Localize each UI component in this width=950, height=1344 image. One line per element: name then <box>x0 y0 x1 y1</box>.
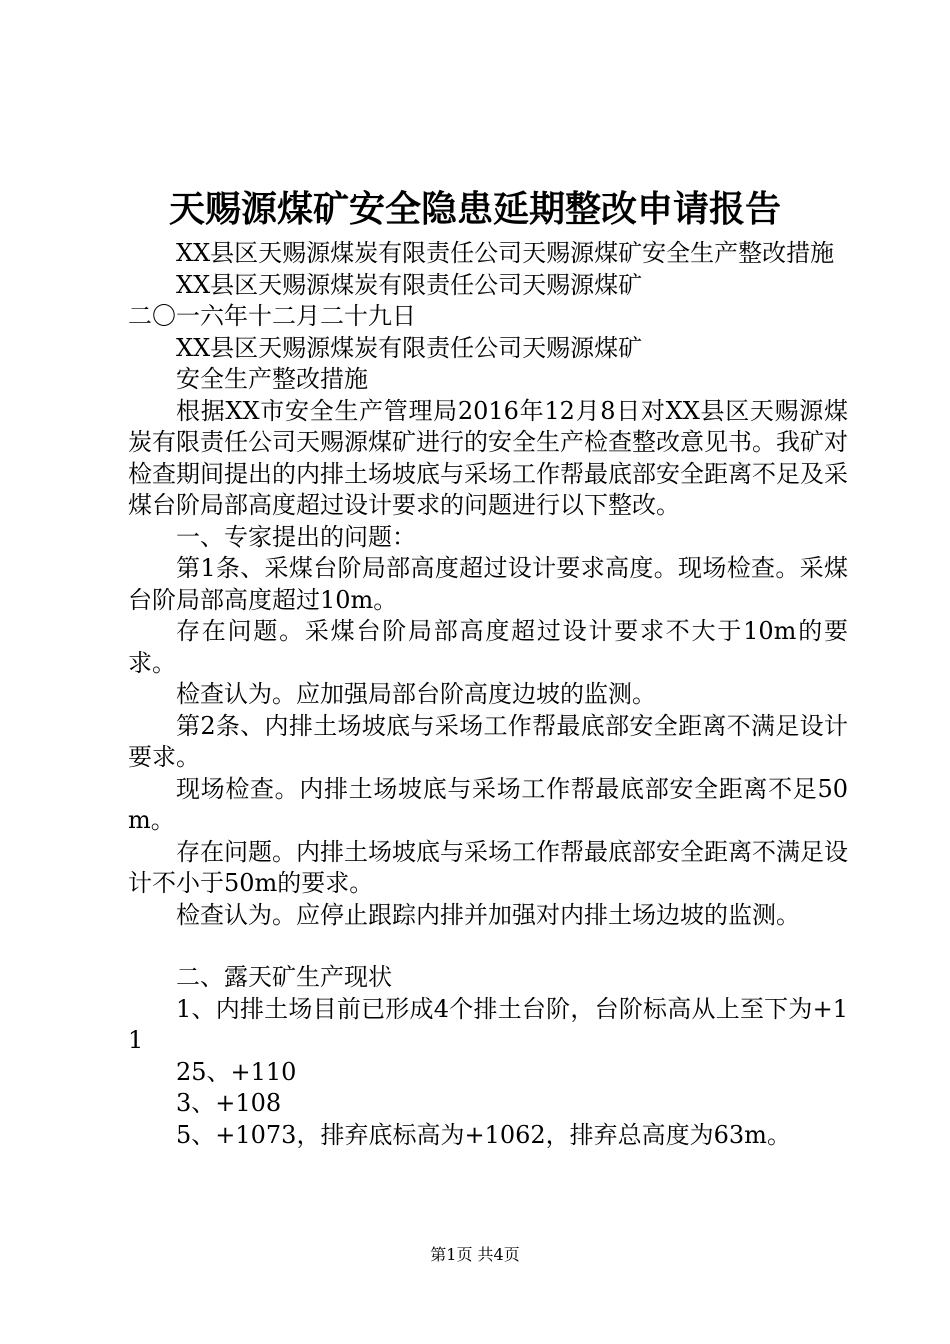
document-title: 天赐源煤矿安全隐患延期整改申请报告 <box>168 188 781 230</box>
paragraph: 第1条、采煤台阶局部高度超过设计要求高度。现场检查。采煤台阶局部高度超过10m。 <box>128 554 848 614</box>
paragraph: 一、专家提出的问题： <box>176 522 416 551</box>
paragraph: 检查认为。应停止跟踪内排并加强对内排土场边坡的监测。 <box>176 900 800 929</box>
paragraph: 安全生产整改措施 <box>176 365 368 393</box>
paragraph: 25、+110 <box>176 1057 297 1086</box>
paragraph: 1、内排土场目前已形成4个排土台阶，台阶标高从上至下为+11 <box>128 994 848 1054</box>
paragraph: 存在问题。内排土场坡底与采场工作帮最底部安全距离不满足设计不小于50m的要求。 <box>128 837 848 897</box>
paragraph: 3、+108 <box>176 1089 282 1117</box>
paragraph: XX县区天赐源煤炭有限责任公司天赐源煤矿 <box>176 270 643 299</box>
paragraph: 现场检查。内排土场坡底与采场工作帮最底部安全距离不足50m。 <box>128 774 848 834</box>
paragraph: 检查认为。应加强局部台阶高度边坡的监测。 <box>176 680 656 708</box>
page-footer: 第1页 共4页 <box>430 1245 520 1264</box>
paragraph: 存在问题。采煤台阶局部高度超过设计要求不大于10m的要求。 <box>128 617 848 677</box>
paragraph: XX县区天赐源煤炭有限责任公司天赐源煤矿安全生产整改措施 <box>176 239 835 267</box>
paragraph: 根据XX市安全生产管理局2016年12月8日对XX县区天赐源煤炭有限责任公司天赐源煤矿进行的安全生产检查整改意见书。我矿对检查期间提出的内排土场坡底与采场工作帮最底部安全距离不足及采煤台阶局部高度超过设计要求的问题进行以下整改。 <box>128 396 848 519</box>
paragraph: 5、+1073，排弃底标高为+1062，排弃总高度为63m。 <box>176 1120 791 1149</box>
document-body <box>128 238 848 1151</box>
paragraph: 二〇一六年十二月二十九日 <box>128 302 416 330</box>
paragraph: XX县区天赐源煤炭有限责任公司天赐源煤矿 <box>176 333 643 362</box>
paragraph: 第2条、内排土场坡底与采场工作帮最底部安全距离不满足设计要求。 <box>128 711 848 771</box>
section-heading: 二、露天矿生产现状 <box>176 963 392 991</box>
